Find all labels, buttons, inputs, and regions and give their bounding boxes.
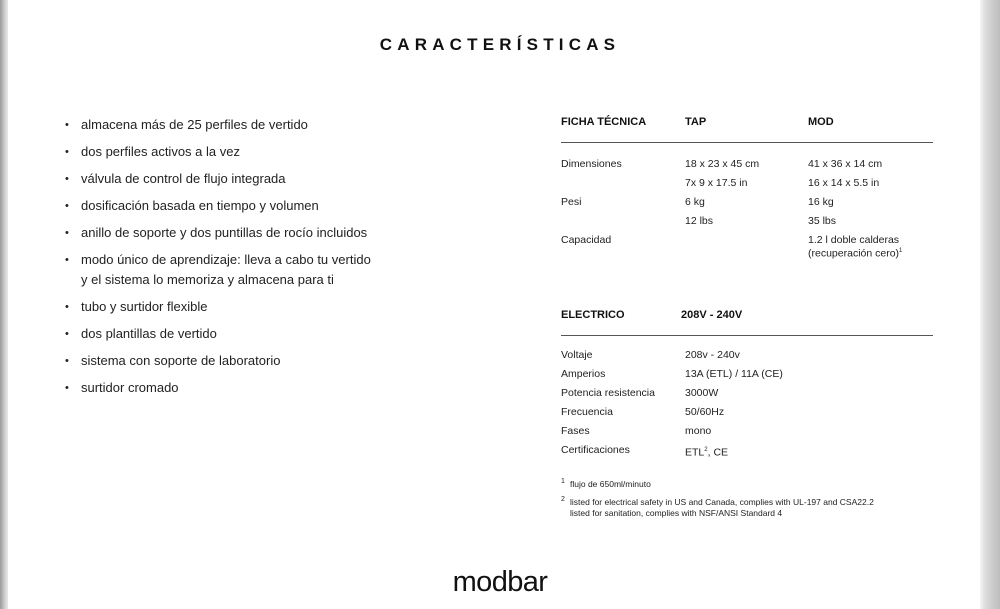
footnote-number: 1 [561,478,565,485]
footnote-text: listed for sanitation, complies with NSF/ANSI Standard 4 [570,508,783,518]
list-item-text: • dos plantillas de vertido [81,326,217,341]
list-item [65,223,505,243]
page-title: CARACTERÍSTICAS [379,35,621,54]
table-row [561,346,933,365]
header-divider [561,142,933,143]
modbar-logo: modbar [452,566,548,598]
cell-tap: 12 lbs [685,215,714,227]
table-row [561,384,933,403]
list-item-text: • dos perfiles activos a la vez [81,144,240,159]
row-label: Certificaciones [561,444,630,456]
row-label: Pesi [561,196,582,208]
list-item [65,169,505,189]
table-row [561,403,933,422]
header-divider [561,335,933,336]
list-item-text: • almacena más de 25 perfiles de vertido [81,117,308,132]
row-label: Amperios [561,368,606,380]
table-row [561,231,933,261]
list-item [65,196,505,216]
list-item-text: • válvula de control de flujo integrada [81,171,286,186]
footnote-2 [561,497,933,519]
footnote-number: 2 [561,496,565,503]
list-item-text: • surtidor cromado [81,380,179,395]
cell-value [685,441,728,463]
list-item-text: y el sistema lo memoriza y almacena para ti [81,272,334,287]
cell-tap: 6 kg [685,196,705,208]
ficha-tecnica-table [561,116,933,261]
list-item-text: • anillo de soporte y dos puntillas de rocío incluidos [81,225,368,240]
cell-mod: 35 lbs [808,215,837,227]
row-label: Dimensiones [561,158,622,170]
footnote-text: listed for electrical safety in US and Canada, complies with UL-197 and CSA22.2 [570,497,874,507]
cell-value: 208v - 240v [685,349,740,361]
cell-mod: 16 kg [808,196,834,208]
cell-value: 13A (ETL) / 11A (CE) [685,368,783,380]
table-row [561,212,933,231]
cell-mod-line: 1.2 l doble calderas [808,234,900,246]
list-item [65,351,505,371]
cell-mod-text: (recuperación cero) [808,247,900,260]
cell-mod [808,235,902,260]
footnote-text: flujo de 650ml/minuto [570,479,651,489]
cell-value-text: ETL [685,446,705,459]
list-item [65,378,505,398]
table-row [561,365,933,384]
cell-mod: 41 x 36 x 14 cm [808,158,883,170]
column-header-voltage: 208V - 240V [681,309,743,321]
column-header-electrico: ELECTRICO [561,309,625,321]
ficha-tecnica-header [561,116,933,136]
column-header-ficha: FICHA TÉCNICA [561,116,647,128]
scrollbar-track[interactable] [980,0,1000,609]
cell-value: mono [685,425,712,437]
cell-value: 50/60Hz [685,406,725,418]
cell-value: 3000W [685,387,719,399]
row-label: Voltaje [561,349,593,361]
list-item [65,324,505,344]
list-item [65,250,505,290]
cell-mod: 16 x 14 x 5.5 in [808,177,880,189]
footnote-marker: 1 [899,248,903,254]
cell-value-text: , CE [707,446,729,459]
window-left-edge [0,0,8,609]
row-label: Potencia resistencia [561,387,655,399]
list-item [65,142,505,162]
cell-tap: 18 x 23 x 45 cm [685,158,760,170]
electrico-table [561,309,933,460]
list-item-text: • dosificación basada en tiempo y volumen [81,198,319,213]
list-item-text: • tubo y surtidor flexible [81,299,208,314]
features-list [65,115,505,405]
table-row [561,155,933,174]
footnote-marker: 2 [704,447,708,453]
column-header-tap: TAP [685,116,707,128]
table-row [561,422,933,441]
row-label: Fases [561,425,590,437]
table-row [561,193,933,212]
list-item-text: • modo único de aprendizaje: lleva a cabo tu vertido [81,252,371,267]
list-item [65,297,505,317]
row-label: Frecuencia [561,406,613,418]
cell-mod-line [808,246,902,260]
column-header-mod: MOD [808,116,834,128]
electrico-header [561,309,933,329]
row-label: Capacidad [561,234,612,246]
footnote-1 [561,479,933,490]
table-row [561,441,933,460]
cell-tap: 7x 9 x 17.5 in [685,177,748,189]
list-item [65,115,505,135]
list-item-text: • sistema con soporte de laboratorio [81,353,281,368]
table-row [561,174,933,193]
